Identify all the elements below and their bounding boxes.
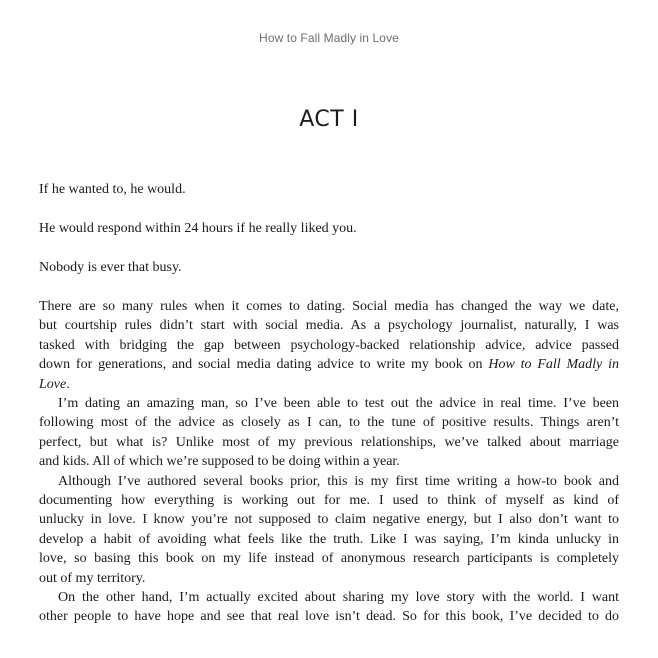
quote-line: Nobody is ever that busy.	[39, 260, 182, 275]
paragraph-line: love, so basing this book on my life instead of anonymous research participants is completely	[39, 551, 619, 567]
opening-quote-3	[39, 258, 619, 277]
paragraph-line-with-title	[39, 355, 619, 374]
paragraph-line: On the other hand, I’m actually excited about sharing my love story with the world. I want	[58, 589, 619, 605]
quote-line: If he wanted to, he would.	[39, 182, 186, 197]
end-punctuation: .	[66, 376, 70, 392]
paragraph-line: perfect, but what is? Unlike most of my previous relationships, we’ve talked about marriage	[39, 434, 619, 450]
running-header-title: How to Fall Madly in Love	[259, 31, 399, 45]
opening-quote-1	[39, 180, 619, 199]
paragraph-line: documenting how everything is working out for me. I used to think of myself as kind of	[39, 492, 619, 508]
paragraph-line: I’m dating an amazing man, so I’ve been able to test out the advice in real time. I’ve been	[58, 395, 619, 411]
paragraph-line: out of my territory.	[39, 570, 146, 586]
paragraph-line: tasked with bridging the gap between psychology-backed relationship advice, advice passed	[39, 337, 619, 353]
paragraph-line: and kids. All of which we’re supposed to be doing within a year.	[39, 454, 400, 470]
body-paragraphs	[39, 297, 619, 627]
paragraph-line-end	[39, 375, 619, 394]
book-title-inline: How to Fall Madly in	[488, 357, 619, 373]
paragraph-line: following most of the advice as closely as I can, to the tune of positive results. Things aren’t	[39, 415, 619, 431]
book-title-inline: Love	[39, 376, 67, 392]
chapter-title: ACT I	[299, 107, 359, 132]
paragraph-line: but courtship rules didn’t start with social media. As a psychology journalist, naturally, I was	[39, 318, 619, 334]
paragraph-line: Although I’ve authored several books prior, this is my first time writing a how-to book and	[58, 473, 619, 489]
paragraph-line: There are so many rules when it comes to dating. Social media has changed the way we date,	[39, 299, 619, 314]
opening-quote-2	[39, 219, 619, 238]
quote-line: He would respond within 24 hours if he really liked you.	[39, 221, 357, 236]
paragraph-line: unlucky in love. I know you’re not supposed to claim negative energy, but I also don’t want to	[39, 512, 619, 528]
paragraph-line: develop a habit of avoiding what feels like the truth. Like I was saying, I’m kinda unlucky in	[39, 531, 619, 547]
paragraph-text: down for generations, and social media dating advice to write my book on	[39, 357, 489, 373]
paragraph-line: other people to have hope and see that real love isn’t dead. So for this book, I’ve decided to do	[39, 609, 619, 625]
